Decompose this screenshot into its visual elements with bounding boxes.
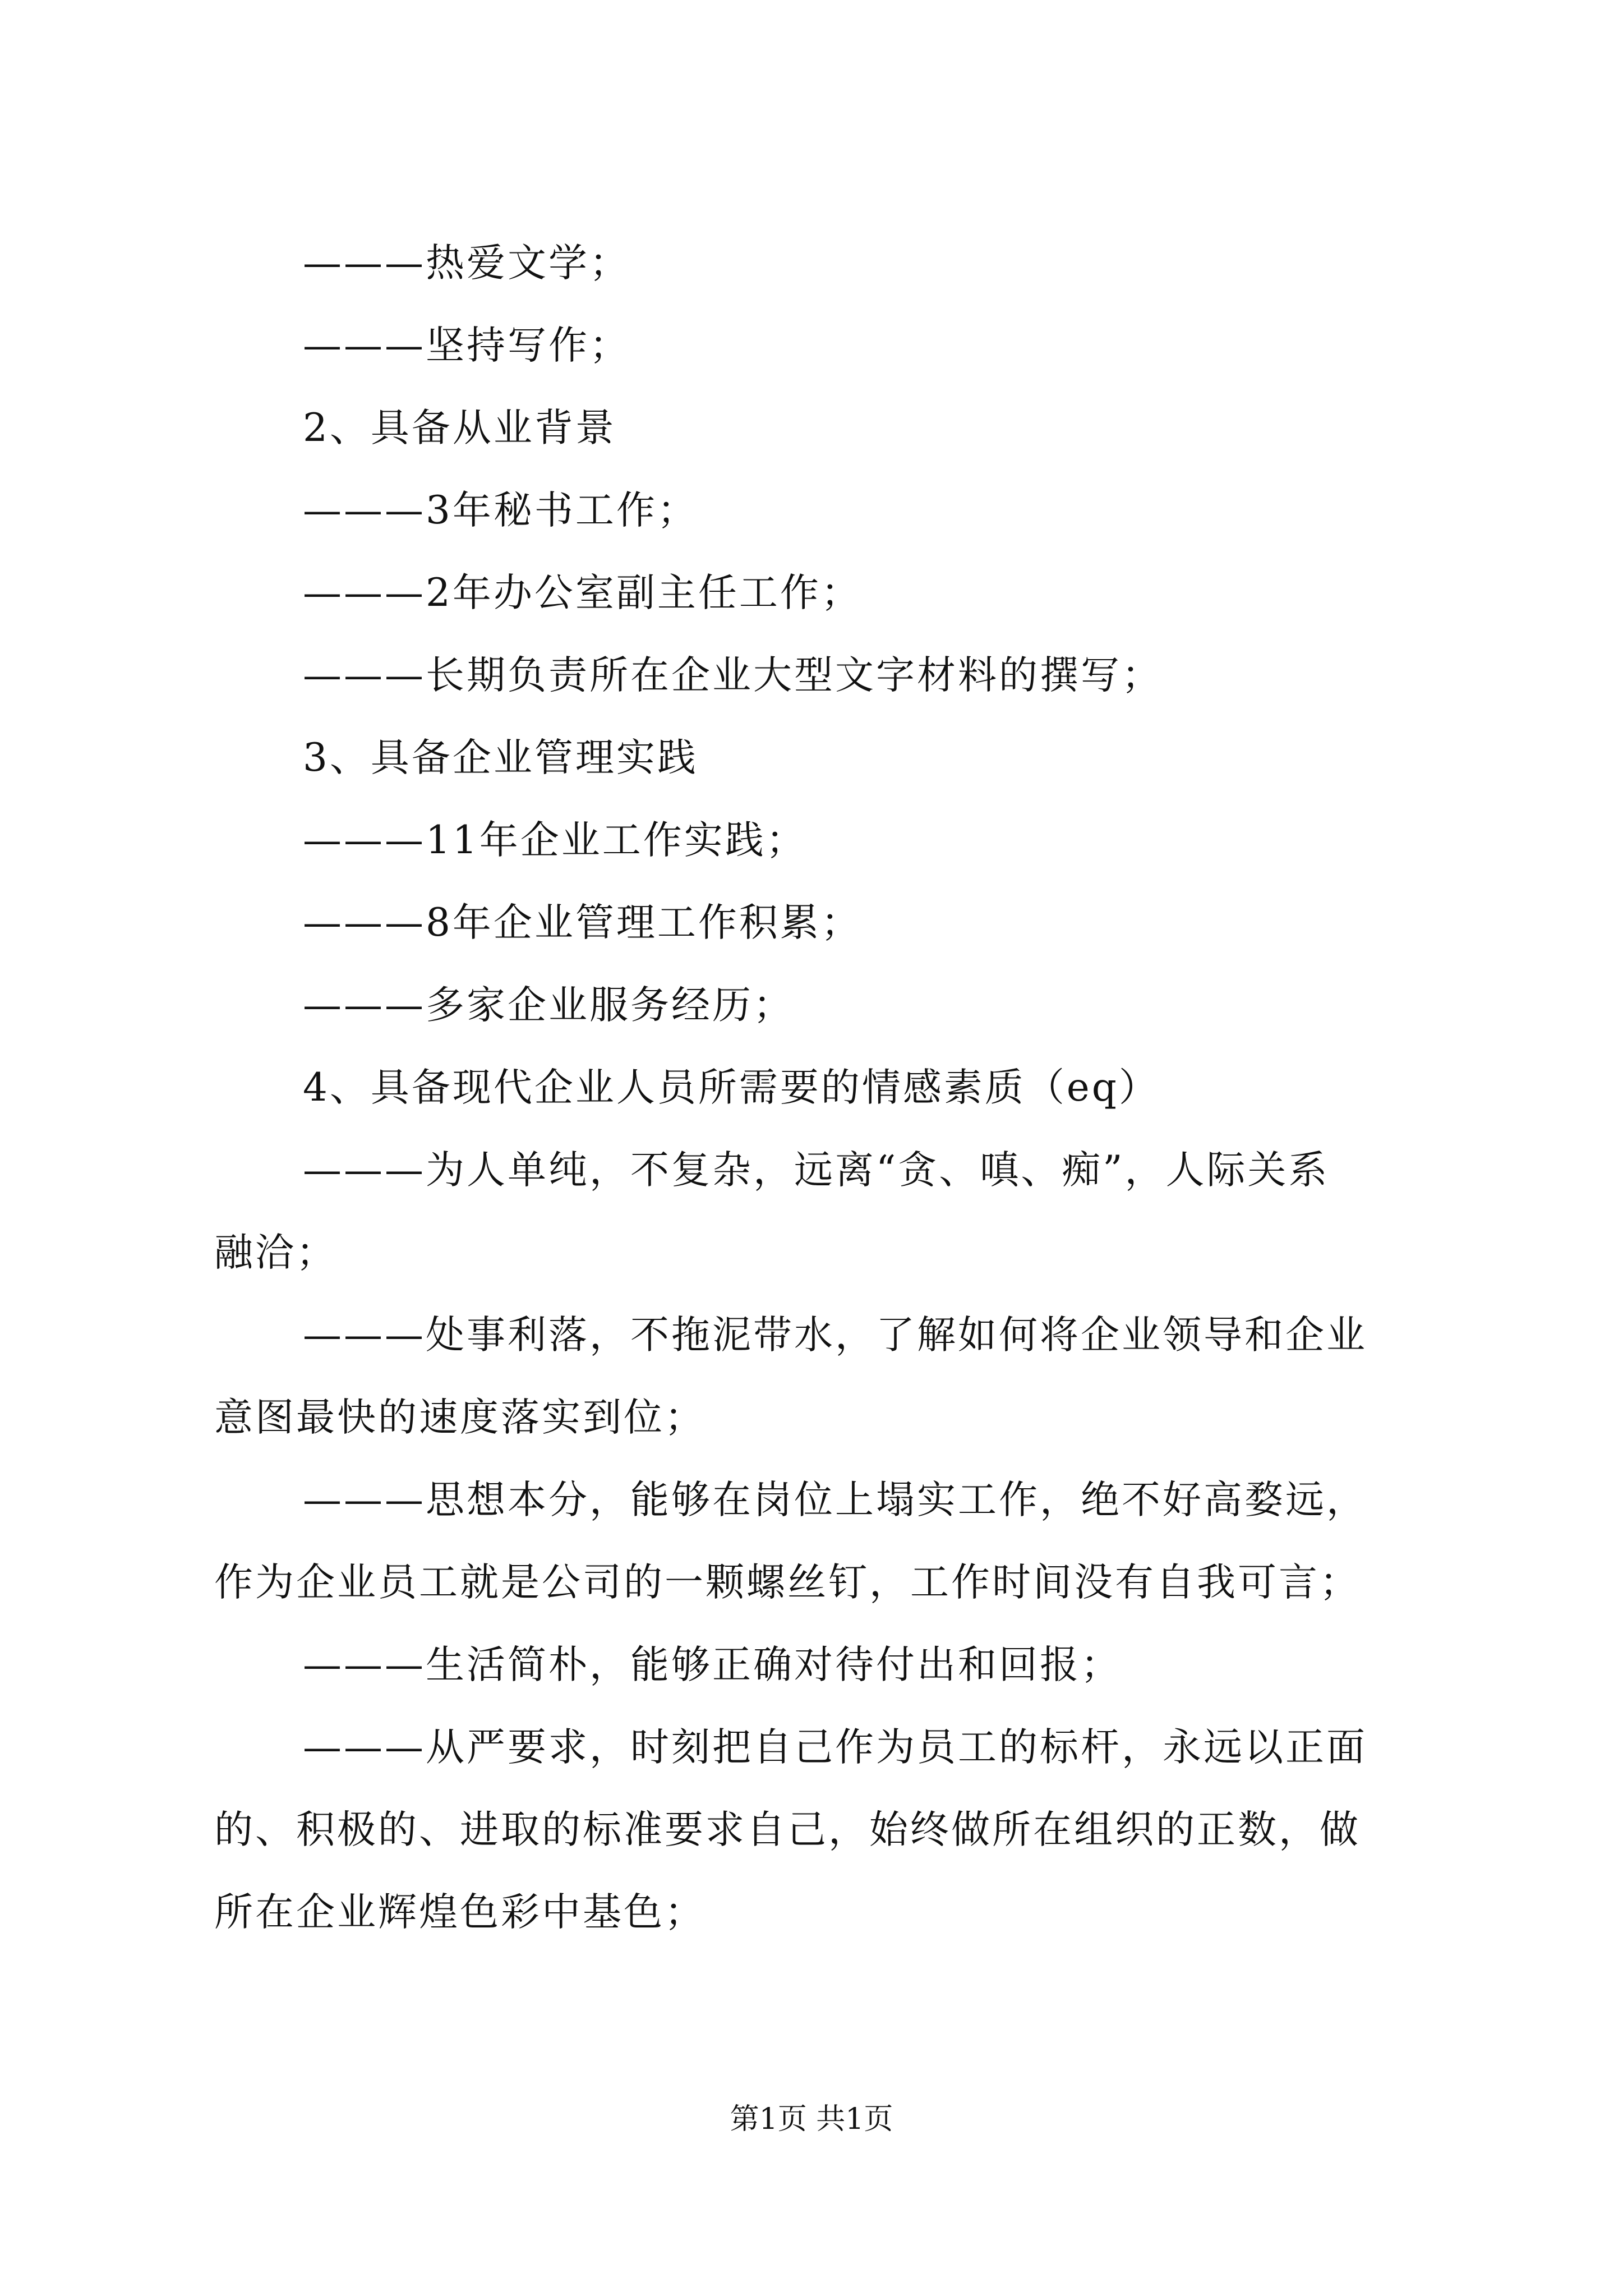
text-line: ———长期负责所在企业大型文字材料的撰写； [303, 653, 1163, 698]
text-line: ———11年企业工作实践； [303, 818, 807, 863]
text-line: ———热爱文学； [303, 241, 630, 286]
section-heading: 2、具备从业背景 [303, 406, 616, 450]
text-line-continuation: 作为企业员工就是公司的一颗螺丝钉，工作时间没有自我可言； [214, 1560, 1361, 1605]
text-line-continuation: 所在企业辉煌色彩中基色； [214, 1890, 706, 1935]
text-line: ———从严要求，时刻把自己作为员工的标杆，永远以正面 [303, 1725, 1367, 1770]
section-heading: 3、具备企业管理实践 [303, 735, 698, 780]
text-line: ———坚持写作； [303, 323, 630, 368]
text-line: ———2年办公室副主任工作； [303, 570, 862, 615]
text-line: ———思想本分，能够在岗位上塌实工作，绝不好高婺远， [303, 1478, 1367, 1522]
text-line-continuation: 融洽； [214, 1230, 337, 1275]
text-line-continuation: 的、积极的、进取的标准要求自己，始终做所在组织的正数，做 [214, 1807, 1361, 1852]
text-line: ———3年秘书工作； [303, 488, 698, 533]
document-body [214, 222, 1434, 1954]
section-heading: 4、具备现代企业人员所需要的情感素质（eq） [303, 1065, 1160, 1110]
text-line: ———为人单纯，不复杂，远离“贪、嗔、痴”，人际关系 [303, 1148, 1330, 1193]
text-line: ———处事利落，不拖泥带水，了解如何将企业领导和企业 [303, 1313, 1367, 1358]
text-line: ———生活简朴，能够正确对待付出和回报； [303, 1642, 1122, 1687]
text-line: ———8年企业管理工作积累； [303, 900, 862, 945]
page-footer: 第1页 共1页 [730, 2102, 893, 2136]
text-line-continuation: 意图最快的速度落实到位； [214, 1395, 706, 1440]
text-line: ———多家企业服务经历； [303, 983, 794, 1028]
